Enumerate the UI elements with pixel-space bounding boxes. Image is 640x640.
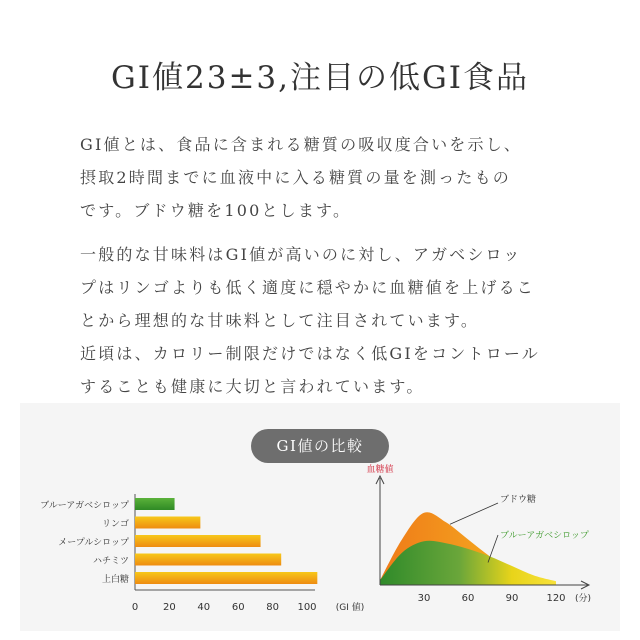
bar-2 — [135, 535, 261, 547]
bar-tick-label: 100 — [297, 602, 317, 613]
bar-x-axis-label: (GI 値) — [335, 603, 365, 613]
area-x-axis-label: (分) — [574, 594, 592, 604]
bar-category-label: 上白糖 — [101, 575, 129, 585]
paragraph-line: GI値とは、食品に含まれる糖質の吸収度合いを示し、 — [80, 135, 523, 154]
paragraph-line: 一般的な甘味料はGI値が高いのに対し、アガベシロッ — [80, 245, 522, 264]
area-tick-label: 30 — [417, 593, 431, 604]
area-tick-label: 120 — [546, 593, 566, 604]
bar-category-label: メープルシロップ — [58, 538, 129, 548]
bar-tick-label: 20 — [163, 602, 176, 613]
glucose-leader-line — [450, 503, 498, 524]
bar-category-label: リンゴ — [101, 519, 129, 530]
bar-1 — [135, 517, 200, 529]
paragraph-line: 摂取2時間までに血液中に入る糖質の量を測ったもの — [80, 168, 511, 187]
series-label-agave: ブルーアガベシロップ — [500, 531, 589, 541]
series-label-glucose: ブドウ糖 — [500, 495, 537, 505]
paragraph-line: 近頃は、カロリー制限だけではなく低GIをコントロール — [80, 344, 540, 363]
paragraph-line: することも健康に大切と言われています。 — [80, 377, 425, 396]
comparison-badge: GI値の比較 — [251, 429, 389, 463]
gi-bar-chart — [40, 494, 364, 613]
bar-tick-label: 60 — [231, 602, 245, 613]
bar-0 — [135, 498, 175, 510]
bar-3 — [135, 554, 281, 566]
bar-tick-label: 40 — [197, 602, 211, 613]
area-y-axis-label: 血糖値 — [366, 465, 394, 475]
paragraph-line: とから理想的な甘味料として注目されています。 — [80, 311, 480, 330]
paragraph-line: プはリンゴよりも低く適度に穏やかに血糖値を上げるこ — [80, 278, 536, 297]
glucose-curve-chart — [366, 463, 591, 604]
bar-4 — [135, 572, 317, 584]
page-title: GI値23±3,注目の低GI食品 — [110, 60, 530, 96]
paragraph-line: です。ブドウ糖を100とします。 — [80, 201, 352, 220]
area-tick-label: 60 — [461, 593, 475, 604]
area-tick-label: 90 — [505, 593, 519, 604]
bar-category-label: ハチミツ — [92, 556, 129, 567]
bar-tick-label: 0 — [131, 602, 139, 613]
bar-category-label: ブルーアガベシロップ — [40, 501, 129, 511]
bar-tick-label: 80 — [266, 602, 279, 613]
